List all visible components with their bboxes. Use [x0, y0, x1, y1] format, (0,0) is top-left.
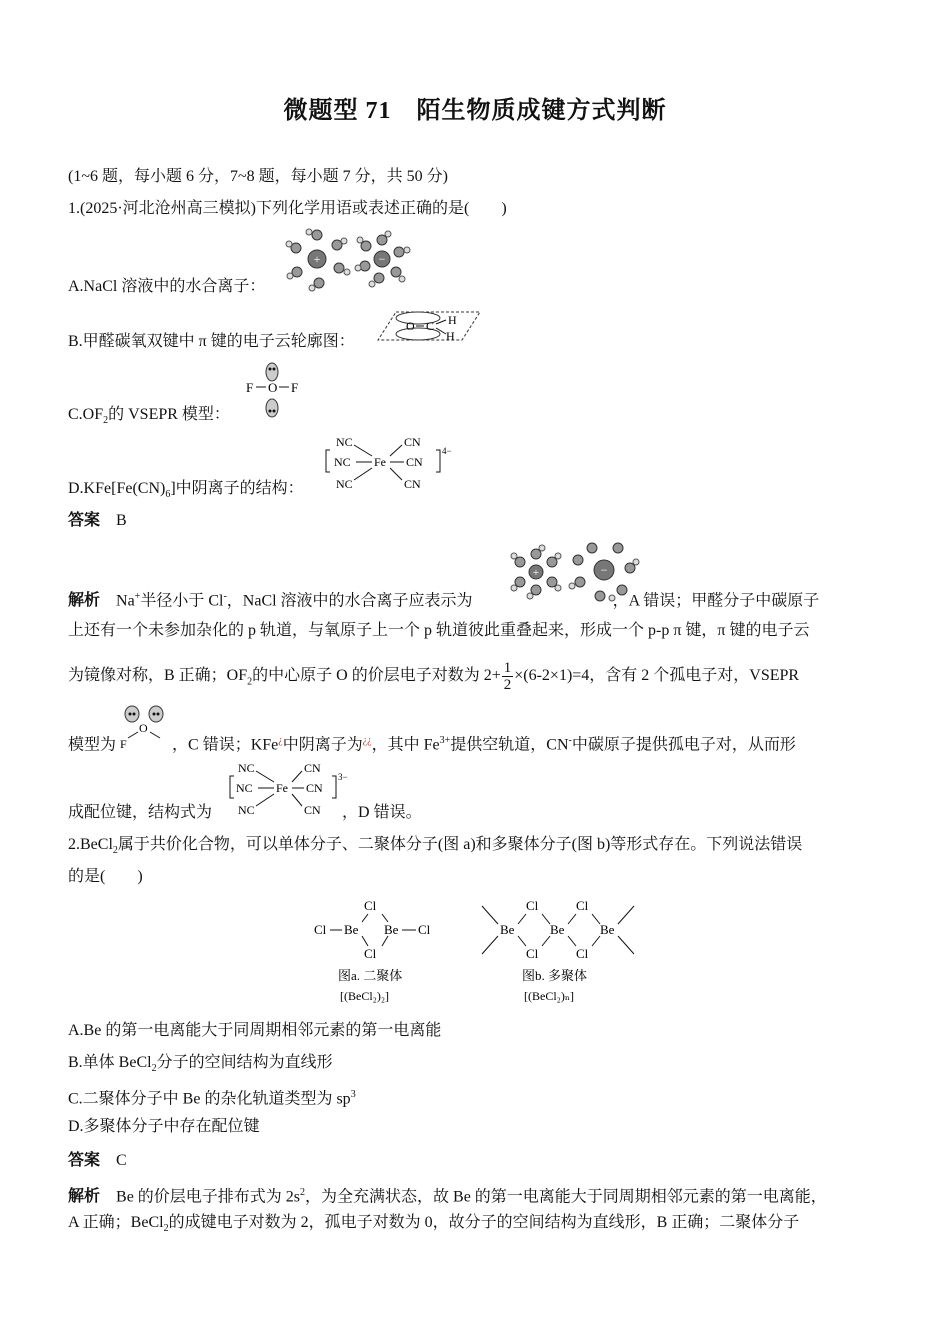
- svg-text:CN: CN: [406, 455, 423, 469]
- q2-analysis-line-2: A 正确；BeCl$_2$的成键电子对数为 2，孤电子对数为 0，故分子的空间结构为直线形，B 正确；二聚体分子: [68, 1214, 800, 1235]
- q1-option-b: B.甲醛碳氧双键中 π 键的电子云轮廓图：: [68, 333, 355, 350]
- svg-text:Be: Be: [384, 922, 399, 937]
- svg-text:F: F: [120, 737, 127, 750]
- svg-text:图a. 二聚体: 图a. 二聚体: [338, 968, 403, 983]
- svg-text:CN: CN: [306, 781, 323, 795]
- q2-stem-line-1: 2.BeCl$_2$属于共价化合物，可以单体分子、二聚体分子(图 a)和多聚体分子(图 b)等形式存在。下列说法错误: [68, 836, 803, 857]
- fraction-one-half: $\frac{1}{2}$: [503, 660, 512, 693]
- svg-text:Cl: Cl: [526, 946, 539, 961]
- svg-text:NC: NC: [236, 781, 253, 795]
- svg-text:CN: CN: [404, 477, 421, 491]
- svg-text:CN: CN: [304, 803, 321, 817]
- q1-analysis-line-3: 为镜像对称，B 正确；$OF_2$的中心原子 O 的价层电子对数为 2+ $\frac{1}{2}$ ×(6-2×1)=4，含有 2 个孤电子对，VSEPR: [68, 660, 800, 693]
- answer-label: 答案: [68, 512, 101, 529]
- svg-text:NC: NC: [336, 477, 353, 491]
- svg-text:Cl: Cl: [418, 922, 431, 937]
- svg-text:F: F: [246, 380, 254, 395]
- hydrated-cation: [286, 229, 350, 291]
- svg-text:Cl: Cl: [364, 946, 377, 961]
- svg-text:CN: CN: [404, 435, 421, 449]
- q2-option-d: D.多聚体分子中存在配位键: [68, 1118, 260, 1135]
- svg-text:NC: NC: [334, 455, 351, 469]
- answer-value: B: [116, 512, 127, 529]
- svg-text:+: +: [313, 252, 321, 266]
- q1-option-c: $C.OF_2$的 VSEPR 模型：: [68, 406, 230, 427]
- ferricyanide-structure-figure-d: [324, 430, 454, 494]
- analysis-label: 解析: [68, 592, 101, 610]
- q1-analysis-line-1: 解析 Na+半径小于 Cl-，NaCl 溶液中的水合离子应表示为 ，A 错误；甲醛分子中碳原子: [68, 591, 820, 610]
- svg-text:Be: Be: [500, 922, 515, 937]
- svg-text:Cl: Cl: [364, 898, 377, 913]
- polymer-structure: [482, 898, 634, 1003]
- dimer-structure: [314, 898, 431, 1003]
- svg-text:−: −: [600, 563, 608, 577]
- svg-text:O: O: [139, 721, 148, 735]
- svg-text:C: C: [426, 319, 435, 333]
- becl2-structures-figure: [312, 896, 642, 1006]
- intro-line: (1~6 题，每小题 6 分，7~8 题，每小题 7 分，共 50 分): [68, 168, 448, 185]
- q1-stem: [68, 198, 507, 220]
- svg-text:H: H: [446, 329, 455, 343]
- svg-text:图b. 多聚体: 图b. 多聚体: [522, 968, 588, 983]
- q2-answer: 答案 C: [68, 1152, 127, 1169]
- svg-text:F: F: [291, 380, 299, 395]
- svg-text:+: +: [532, 567, 540, 579]
- svg-text:4−: 4−: [442, 446, 452, 456]
- svg-text:[(BeCl₂)ₙ]: [(BeCl₂)ₙ]: [524, 989, 575, 1003]
- pi-bond-cloud-figure: [376, 306, 482, 346]
- q2-analysis-line-1: 解析 Be 的价层电子排布式为 $2s^2$，为全充满状态，故 Be 的第一电离能大于同周期相邻元素的第一电离能，: [68, 1187, 827, 1206]
- svg-text:3−: 3−: [338, 772, 348, 782]
- svg-text:Cl: Cl: [576, 898, 589, 913]
- svg-text:O: O: [268, 380, 278, 395]
- svg-text:H: H: [448, 313, 457, 327]
- svg-text:NC: NC: [336, 435, 353, 449]
- svg-text:O: O: [406, 319, 415, 333]
- q2-option-b: B.单体 BeCl$_2$分子的空间结构为直线形: [68, 1054, 333, 1075]
- svg-text:NC: NC: [238, 803, 255, 817]
- of2-vsepr-figure: [244, 360, 304, 420]
- hydrated-ions-figure-a: [284, 226, 414, 292]
- svg-text:Be: Be: [344, 922, 359, 937]
- svg-text:Cl: Cl: [526, 898, 539, 913]
- q1-analysis-line-5: 成配位键，结构式为 ，D 错误。: [68, 804, 422, 821]
- q2-option-c: C.二聚体分子中 Be 的杂化轨道类型为 $sp^3$: [68, 1089, 356, 1108]
- svg-text:Be: Be: [600, 922, 615, 937]
- q1-option-a: A.NaCl 溶液中的水合离子：: [68, 278, 266, 295]
- svg-text:[(BeCl₂)₂]: [(BeCl₂)₂]: [340, 989, 390, 1003]
- svg-text:Cl: Cl: [576, 946, 589, 961]
- q1-stem-end: ): [501, 200, 507, 217]
- q1-analysis-line-2: 上还有一个未参加杂化的 p 轨道，与氧原子上一个 p 轨道彼此重叠起来，形成一个 p-p π 键，π 键的电子云: [68, 622, 810, 639]
- q2-stem-line-2: 的是( ): [68, 868, 143, 885]
- page-title: 微题型 71 陌生物质成键方式判断: [283, 98, 667, 124]
- q2-option-a: A.Be 的第一电离能大于同周期相邻元素的第一电离能: [68, 1022, 442, 1039]
- q1-option-d: $D.KFe[Fe(CN)_6]$中阴离子的结构：: [68, 480, 304, 501]
- svg-text:Cl: Cl: [314, 922, 327, 937]
- svg-text:Fe: Fe: [374, 455, 386, 469]
- q1-answer: [68, 510, 127, 532]
- svg-text:−: −: [378, 252, 386, 266]
- svg-text:CN: CN: [304, 761, 321, 775]
- svg-text:Be: Be: [550, 922, 565, 937]
- svg-text:NC: NC: [238, 761, 255, 775]
- hydrated-anion: [355, 231, 410, 287]
- q1-stem-text: 1.(2025·河北沧州高三模拟)下列化学用语或表述正确的是(: [68, 200, 470, 217]
- svg-text:Fe: Fe: [276, 781, 288, 795]
- q1-analysis-line-4: 模型为 ，C 错误；KFe¿中阴离子为¿¿，其中 $Fe^{3+}$提供空轨道，CN-中碳原子提供孤电子对，从而形: [68, 735, 796, 754]
